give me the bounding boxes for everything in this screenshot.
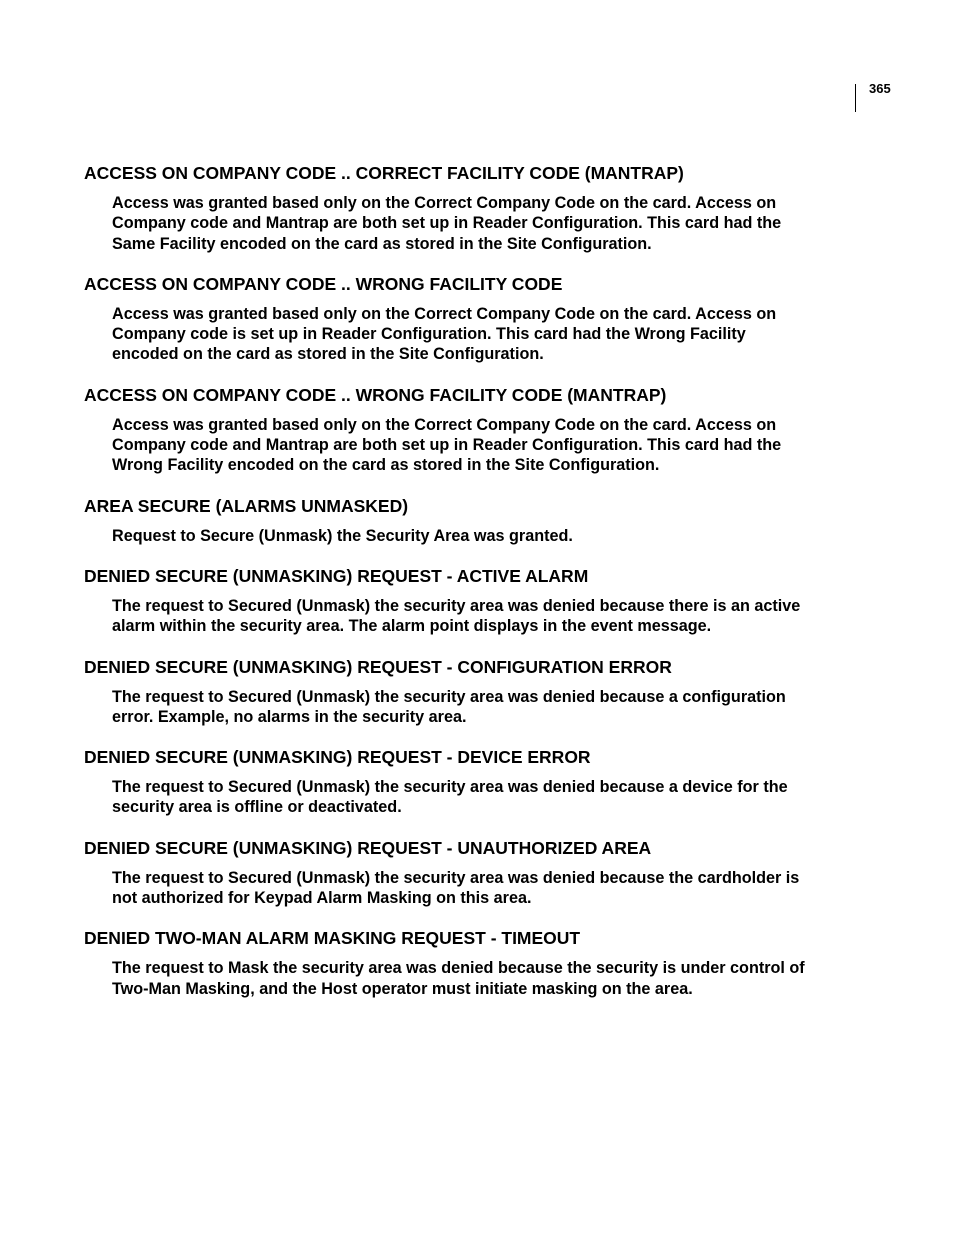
description-line: The request to Secured (Unmask) the security area was denied because the cardholder is bbox=[112, 868, 800, 887]
event-definitions bbox=[84, 163, 854, 1019]
event-description bbox=[112, 415, 854, 476]
description-line: error. Example, no alarms in the security area. bbox=[112, 707, 467, 726]
description-line: The request to Secured (Unmask) the security area was denied because there is an active bbox=[112, 596, 801, 615]
description-line: The request to Secured (Unmask) the security area was denied because a configuration bbox=[112, 687, 786, 706]
event-title: ACCESS ON COMPANY CODE .. CORRECT FACILITY CODE (MANTRAP) bbox=[84, 163, 684, 183]
description-line: encoded on the card as stored in the Site Configuration. bbox=[112, 345, 544, 364]
description-line: Company code and Mantrap are both set up in Reader Configuration. This card had the bbox=[112, 436, 782, 455]
description-line: security area is offline or deactivated. bbox=[112, 798, 402, 817]
description-line: Company code is set up in Reader Configuration. This card had the Wrong Facility bbox=[112, 325, 746, 344]
page-number: 365 bbox=[869, 81, 891, 96]
event-description bbox=[112, 596, 854, 637]
description-line: Access was granted based only on the Correct Company Code on the card. Access on bbox=[112, 415, 777, 434]
event-title: DENIED SECURE (UNMASKING) REQUEST - ACTIVE ALARM bbox=[84, 565, 589, 586]
event-entry bbox=[84, 838, 854, 909]
event-description bbox=[112, 958, 854, 999]
event-entry bbox=[84, 566, 854, 637]
event-title: ACCESS ON COMPANY CODE .. WRONG FACILITY CODE bbox=[84, 273, 563, 294]
event-entry bbox=[84, 274, 854, 365]
description-line: Access was granted based only on the Correct Company Code on the card. Access on bbox=[112, 304, 777, 323]
event-title: DENIED SECURE (UNMASKING) REQUEST - CONFIGURATION ERROR bbox=[84, 656, 672, 677]
description-line: alarm within the security area. The alarm point displays in the event message. bbox=[112, 617, 712, 636]
event-description bbox=[112, 193, 854, 254]
description-line: Access was granted based only on the Correct Company Code on the card. Access on bbox=[112, 194, 777, 212]
event-title: DENIED SECURE (UNMASKING) REQUEST - UNAUTHORIZED AREA bbox=[84, 837, 652, 858]
event-description bbox=[112, 526, 854, 546]
event-entry bbox=[84, 496, 854, 546]
event-description bbox=[112, 687, 854, 728]
event-title: AREA SECURE (ALARMS UNMASKED) bbox=[84, 495, 409, 516]
description-line: Two-Man Masking, and the Host operator must initiate masking on the area. bbox=[112, 979, 693, 998]
page-number-rule bbox=[855, 84, 856, 112]
description-line: Same Facility encoded on the card as stored in the Site Configuration. bbox=[112, 234, 652, 253]
description-line: Wrong Facility encoded on the card as stored in the Site Configuration. bbox=[112, 456, 660, 475]
event-entry bbox=[84, 928, 854, 999]
description-line: The request to Secured (Unmask) the security area was denied because a device for the bbox=[112, 778, 788, 797]
event-entry bbox=[84, 747, 854, 818]
event-entry bbox=[84, 163, 854, 254]
event-description bbox=[112, 304, 854, 365]
event-entry bbox=[84, 385, 854, 476]
description-line: Company code and Mantrap are both set up in Reader Configuration. This card had the bbox=[112, 214, 782, 233]
description-line: Request to Secure (Unmask) the Security Area was granted. bbox=[112, 526, 573, 545]
event-title: ACCESS ON COMPANY CODE .. WRONG FACILITY CODE (MANTRAP) bbox=[84, 384, 667, 405]
event-title: DENIED TWO-MAN ALARM MASKING REQUEST - TIMEOUT bbox=[84, 928, 581, 949]
event-description bbox=[112, 868, 854, 909]
event-title: DENIED SECURE (UNMASKING) REQUEST - DEVICE ERROR bbox=[84, 747, 591, 768]
event-description bbox=[112, 777, 854, 818]
event-entry bbox=[84, 657, 854, 728]
description-line: The request to Mask the security area was denied because the security is under control of bbox=[112, 959, 805, 978]
description-line: not authorized for Keypad Alarm Masking on this area. bbox=[112, 889, 532, 908]
